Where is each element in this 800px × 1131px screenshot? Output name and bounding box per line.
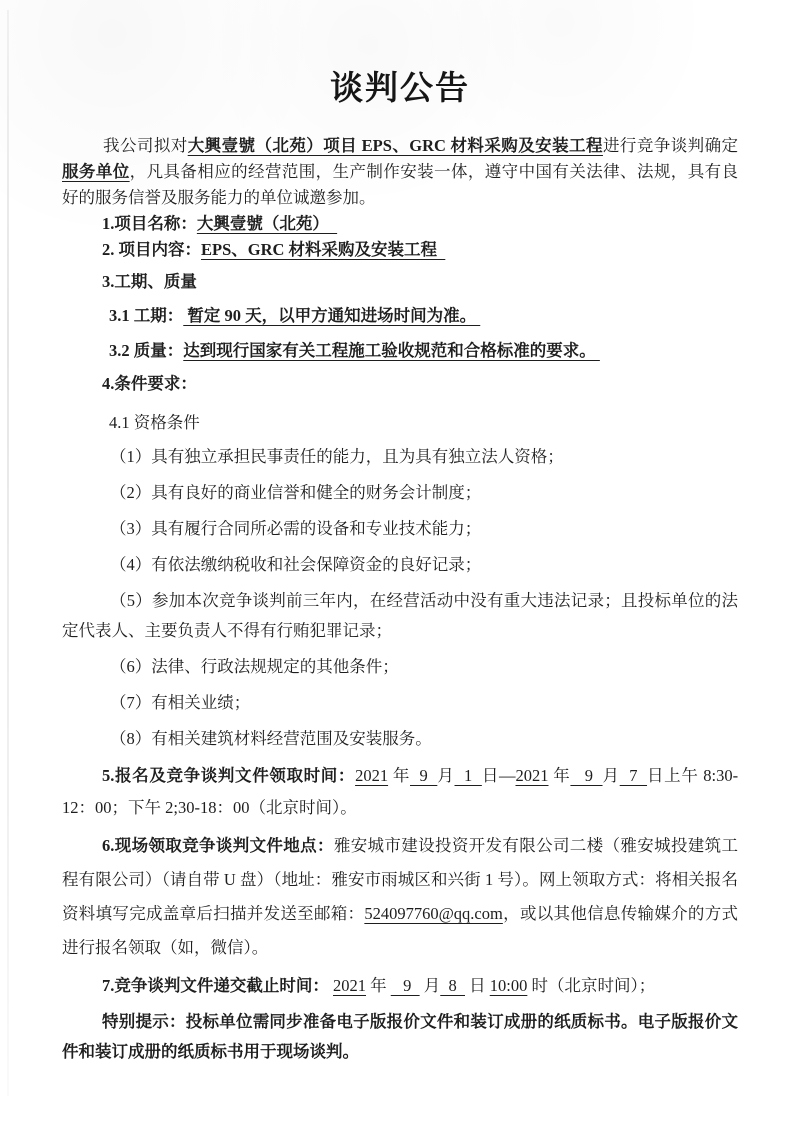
item-document-pickup-location: [62, 829, 738, 965]
item-project-name: [62, 211, 738, 237]
date-blank-month: 9: [410, 766, 438, 785]
date-text: 月: [437, 766, 455, 785]
item-duration-label: 3.1 工期：: [109, 306, 184, 325]
item-project-content-value: EPS、GRC 材料采购及安装工程: [201, 240, 446, 259]
item-duration-value: 暂定 90 天，以甲方通知进场时间为准。: [183, 306, 481, 325]
date-blank-day: 8: [440, 976, 465, 995]
condition-item-1: （1）具有独立承担民事责任的能力，且为具有独立法人资格；: [110, 447, 564, 466]
date-blank-day: 7: [619, 766, 648, 785]
date-text: 时（北京时间）；: [527, 976, 656, 995]
item-duration-quality-heading: [62, 269, 738, 295]
item-document-pickup-time: [62, 760, 738, 824]
item-project-name-label: 1.项目名称：: [102, 214, 197, 233]
date-blank-month: 9: [570, 766, 603, 785]
date-text: 月: [602, 766, 620, 785]
date-blank-month: 9: [390, 976, 420, 995]
item-deadline-label: 7.竞争谈判文件递交截止时间：: [102, 976, 329, 995]
item-requirements-label: 4.条件要求：: [102, 374, 197, 393]
item-pickup-location-label: 6.现场领取竞争谈判文件地点：: [102, 836, 334, 855]
condition-item-5: （5）参加本次竞争谈判前三年内，在经营活动中没有重大违法记录；且投标单位的法定代表人、主要负责人不得有行贿犯罪记录；: [62, 591, 738, 640]
deadline-time-underlined: 10:00: [489, 976, 528, 995]
date-blank-year: 2021: [333, 976, 366, 995]
scan-edge-artifact: [7, 10, 9, 1096]
intro-service-unit-underlined: 服务单位: [62, 162, 130, 181]
intro-text: ，凡具备相应的经营范围，生产制作安装一体，遵守中国有关法律、法规，具有良好的服务信誉及服务能力的单位诚邀参加。: [62, 162, 739, 207]
item-project-name-value: 大興壹號（北苑）: [196, 214, 338, 233]
item-quality: [62, 338, 738, 364]
item-project-content-label: 2. 项目内容：: [102, 240, 201, 259]
item-duration: [62, 303, 738, 329]
condition-item-4: （4）有依法缴纳税收和社会保障资金的良好记录；: [110, 555, 482, 574]
pickup-hours-text: 日上午 8:30-12：00；下午 2;30-18：00（北京时间）。: [62, 766, 739, 817]
date-text: 年: [366, 976, 391, 995]
special-note-text: 特别提示：投标单位需同步准备电子版报价文件和装订成册的纸质标书。电子版报价文件和装订成册的纸质标书用于现场谈判。: [62, 1012, 738, 1061]
item-requirements-heading: [62, 371, 738, 397]
date-text: 日: [465, 976, 490, 995]
item-duration-quality-label: 3.工期、质量: [102, 272, 197, 291]
email-address: 524097760@qq.com: [364, 904, 503, 923]
special-note-paragraph: [62, 1007, 738, 1067]
intro-text: 进行竞争谈判确定: [602, 136, 738, 155]
date-blank-day: 1: [454, 766, 482, 785]
item-project-content: [62, 237, 738, 263]
condition-item-8: （8）有相关建筑材料经营范围及安装服务。: [110, 729, 432, 748]
condition-item-3: （3）具有履行合同所必需的设备和专业技术能力；: [110, 519, 482, 538]
intro-text: 我公司拟对: [103, 136, 188, 155]
date-text: 日—: [481, 766, 516, 785]
condition-item-7: （7）有相关业绩；: [110, 693, 251, 712]
item-quality-value: 达到现行国家有关工程施工验收规范和合格标准的要求。: [183, 341, 600, 360]
date-text: 年: [388, 766, 410, 785]
pickup-location-text: 雅安城市建设投资开发有限公司二楼（雅安城投建筑工程有限公司）（请自带 U 盘）（地址：雅安市雨城区和兴街 1 号）。网上领取方式：将相关报名资料填写完成盖章后扫描并发送至邮箱：: [62, 836, 739, 923]
pickup-location-text: ，或以其他信息传输媒介的方式进行报名领取（如，微信）。: [62, 904, 739, 957]
date-text: 年: [548, 766, 571, 785]
item-submission-deadline: [62, 971, 738, 1001]
intro-paragraph: [62, 133, 738, 211]
condition-item-2: （2）具有良好的商业信誉和健全的财务会计制度；: [110, 483, 482, 502]
date-blank-year: 2021: [355, 766, 389, 785]
item-pickup-time-label: 5.报名及竞争谈判文件领取时间：: [102, 766, 356, 785]
date-text: 月: [419, 976, 441, 995]
item-quality-label: 3.2 质量：: [109, 341, 184, 360]
date-blank-year: 2021: [515, 766, 549, 785]
item-qualification-heading: 4.1 资格条件: [109, 413, 200, 432]
condition-item-6: （6）法律、行政法规规定的其他条件；: [110, 657, 399, 676]
document-title: 谈判公告: [330, 71, 470, 107]
intro-project-name-underlined: 大興壹號（北苑）项目 EPS、GRC 材料采购及安装工程: [187, 136, 603, 155]
